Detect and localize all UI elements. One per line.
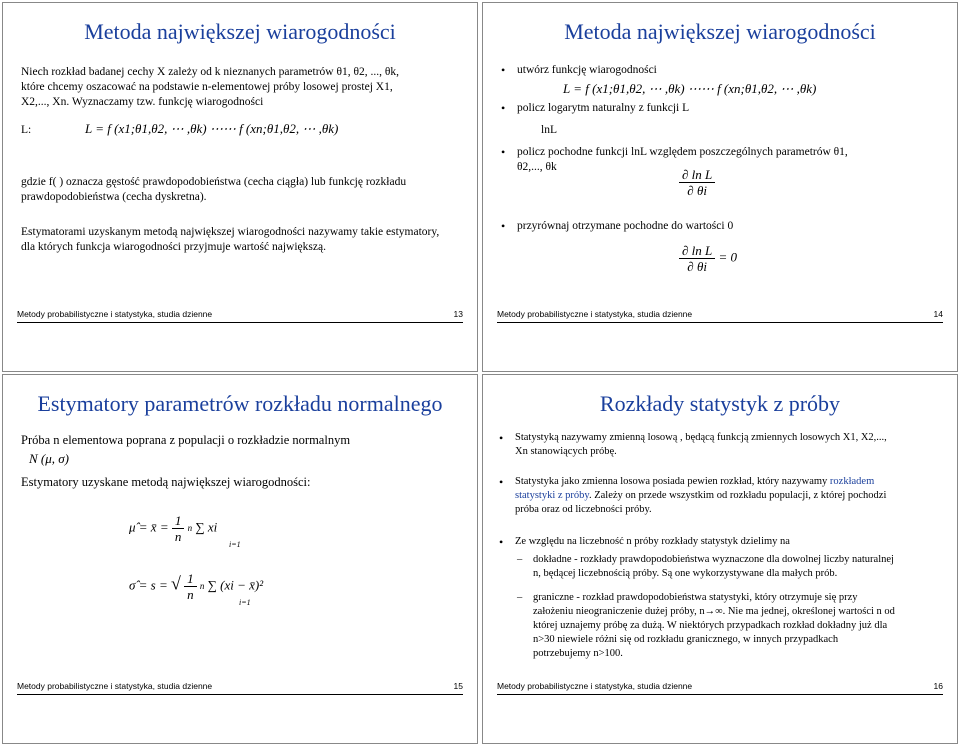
step-1: • utwórz funkcję wiarogodności [499,63,939,78]
limit-distributions: – graniczne - rozkład prawdopodobieństwa statystyki, który otrzymuje się przy założeniu nieograniczenie dużej próby, n→∞. Nie ma jednej, określonej wartości n od której uznajemy próbę za dużą. W niektórych przypadkach rozkład dokładny już dla n>30 niewiele różni się od rozkładu granicznego, w innych przypadkach potrzebujemy n>100. [497,591,897,661]
eq-rhs: = 0 [718,249,738,265]
density-note: gdzie f( ) oznacza gęstość prawdopodobieństwa (cecha ciągła) lub funkcję rozkładu prawdopodobieństwa (cecha dyskretna). [21,176,407,203]
footer [17,681,463,691]
footer-text: Metody probabilistyczne i statystyka, studia dzienne [497,681,693,691]
l-label: L: [21,124,32,136]
estimator-definition: Estymatorami uzyskanym metodą największej wiarogodności nazywamy takie estymatory, dla których funkcja wiarogodności przyjmuje wartość największą. [21,226,440,253]
deriv-numerator: ∂ ln L [679,167,715,183]
slide-title: Estymatory parametrów rozkładu normalnego [37,391,443,416]
sigma-sum-bottom: i=1 [239,598,251,607]
likelihood-formula: L = f (x1;θ1,θ2, ⋯ ,θk) ⋯⋯ f (xn;θ1,θ2, ⋯ ,θk) [563,81,817,96]
mu-frac-den: n [174,529,182,544]
slide-title: Rozkłady statystyk z próby [599,391,841,416]
footer-text: Metody probabilistyczne i statystyka, studia dzienne [17,681,213,691]
step-2: • policz logarytm naturalny z funkcji L [499,101,939,116]
slide-title: Metoda największej wiarogodności [564,19,876,44]
eq-denominator: ∂ θi [687,259,707,274]
slide-13 [2,2,478,372]
sigma-lhs: σ̂ = s = [129,577,168,593]
mu-lhs: μ̂ = x̄ = [129,519,169,535]
slide-14 [482,2,958,372]
footer [17,309,463,319]
exact-distributions: – dokładne - rozkłady prawdopodobieństwa wyznaczone dla dowolnej liczby naturalnej n, będącej liczebnością próby. Są one wykorzystywane dla małych prób. [497,553,897,581]
footer-text: Metody probabilistyczne i statystyka, studia dzienne [497,309,693,319]
statistics-list [497,431,897,549]
footer [497,681,943,691]
steps-list-4 [499,219,939,234]
likelihood-formula: L = f (x1;θ1,θ2, ⋯ ,θk) ⋯⋯ f (xn;θ1,θ2, ⋯ ,θk) [85,121,339,136]
normal-notation: N (μ, σ) [29,451,70,466]
partial-derivative [679,167,715,198]
deriv-denominator: ∂ θi [687,183,707,198]
footer-divider [497,322,943,323]
page-number: 14 [933,309,943,319]
page-number: 16 [933,681,943,691]
step-3: • policz pochodne funkcji lnL względem poszczególnych parametrów θ1, θ2,..., θk [499,145,859,175]
lnl-text: lnL [541,124,557,136]
bullet-sampling-distribution [497,475,897,517]
estimators-text: Estymatory uzyskane metodą największej wiarogodności: [21,475,311,489]
page-number: 13 [453,309,463,319]
b2-pre: Statystyka jako zmienna losowa posiada pewien rozkład, który nazywamy [515,476,830,487]
sigma-frac-den: n [187,587,194,602]
steps-list-2 [499,101,939,116]
sampling-distribution-term: rozkładem statystyki z próby [515,476,875,501]
sigma-sum-top: n [199,581,205,591]
footer-text: Metody probabilistyczne i statystyka, studia dzienne [17,309,213,319]
bullet-statistic-def: • Statystyką nazywamy zmienną losową , będącą funkcją zmiennych losowych X1, X2,..., Xn stanowiących próbę. [497,431,897,459]
eq-numerator: ∂ ln L [679,243,715,259]
slide-title: Metoda największej wiarogodności [84,19,396,44]
zero-equation [679,243,737,274]
bullet-classification: • Ze względu na liczebność n próby rozkłady statystyk dzielimy na [497,535,897,549]
mu-sum: ∑ xi [195,519,218,535]
slide-body [497,431,897,661]
step-4: • przyrównaj otrzymane pochodne do wartości 0 [499,219,939,234]
mu-frac-num: 1 [172,513,185,529]
b2-post: . Zależy on przede wszystkim od rozkładu populacji, z której pochodzi próba oraz od liczebności próby. [515,490,887,515]
footer-divider [497,694,943,695]
footer-divider [17,694,463,695]
sigma-sum: ∑ (xi − x̄)² [207,577,264,593]
footer [497,309,943,319]
slide-15 [2,374,478,744]
sample-text: Próba n elementowa poprana z populacji o rozkładzie normalnym [21,433,351,447]
sigma-frac-num: 1 [184,571,197,587]
mean-estimator [129,513,241,549]
intro-paragraph: Niech rozkład badanej cechy X zależy od k nieznanych parametrów θ1, θ2, ..., θk, które chcemy oszacować na podstawie n-elementowej próby losowej prostej X1, X2,..., Xn. Wyznaczamy tzw. funkcję wiarogodności [21,66,399,108]
slide-16 [482,374,958,744]
mu-sum-bottom: i=1 [229,540,241,549]
footer-divider [17,322,463,323]
std-estimator: σ̂ = s = √ $\frac{1}{n}$ n ∑ (xi − x̄)² i=1 [129,571,263,602]
page-number: 15 [453,681,463,691]
steps-list [499,63,939,78]
mu-sum-top: n [187,523,193,533]
